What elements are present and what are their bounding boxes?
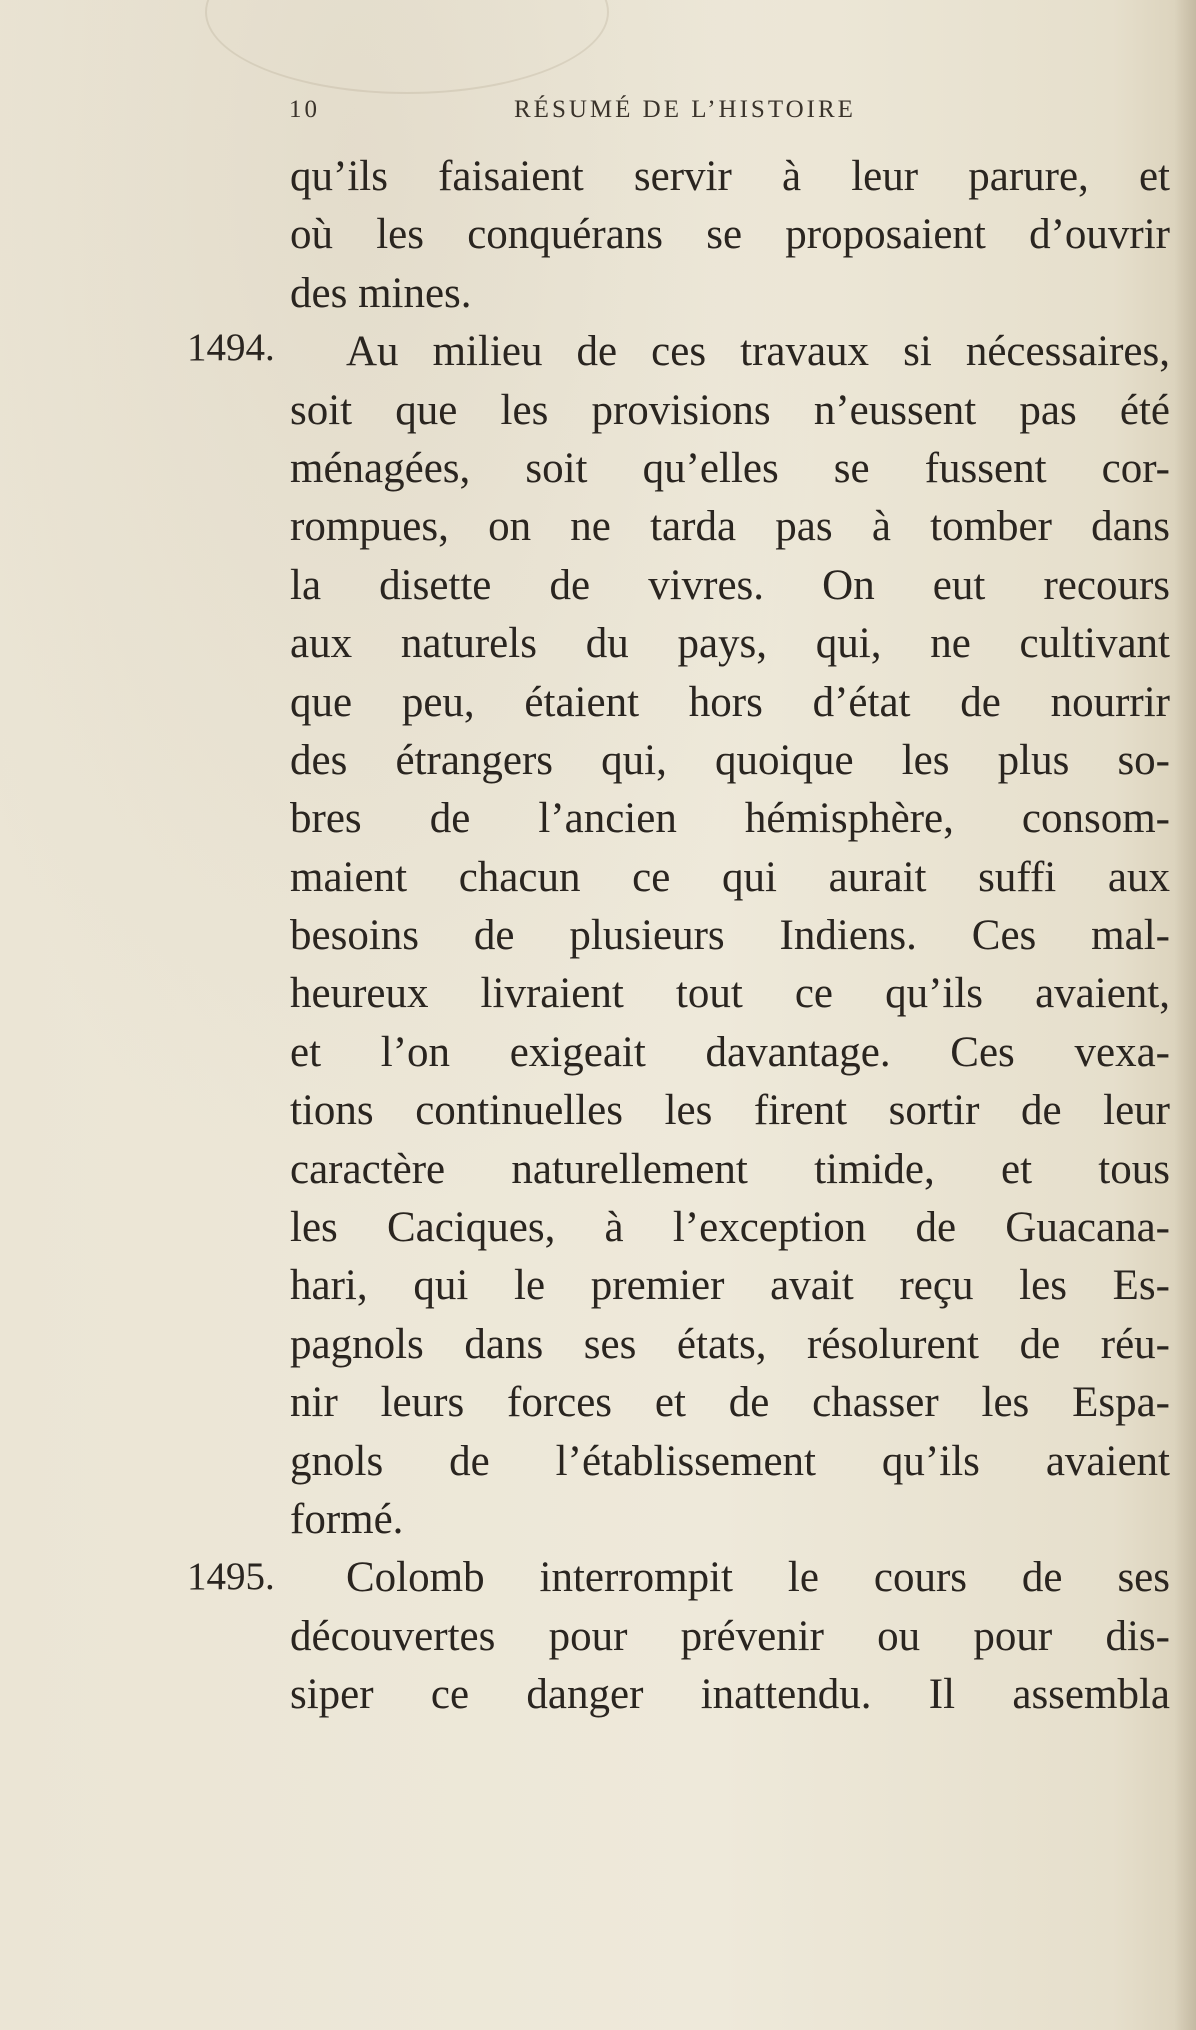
text-line: caractère naturellement timide, et tous xyxy=(290,1145,1170,1193)
text-line: découvertes pour prévenir ou pour dis- xyxy=(290,1612,1170,1660)
text-line: soit que les provisions n’eussent pas été xyxy=(290,386,1170,434)
text-line: tions continuelles les firent sortir de leur xyxy=(290,1087,1170,1135)
text-line: qu’ils faisaient servir à leur parure, et xyxy=(290,153,1170,200)
text-line: bres de l’ancien hémisphère, consom- xyxy=(290,795,1170,843)
text-line: et l’on exigeait davantage. Ces vexa- xyxy=(290,1028,1170,1076)
text-line: où les conquérans se proposaient d’ouvrir xyxy=(290,211,1170,259)
text-line: nir leurs forces et de chasser les Espa- xyxy=(290,1379,1170,1427)
text-line: besoins de plusieurs Indiens. Ces mal- xyxy=(290,912,1170,960)
margin-year-1494: 1494. xyxy=(187,326,275,369)
paper-stain xyxy=(205,0,609,94)
text-line: formé. xyxy=(290,1495,404,1543)
text-line: rompues, on ne tarda pas à tomber dans xyxy=(290,503,1170,551)
text-line: Colomb interrompit le cours de ses xyxy=(346,1554,1170,1602)
body-text xyxy=(290,148,1170,1725)
running-title: RÉSUMÉ DE L’HISTOIRE xyxy=(514,96,856,123)
page-edge-shadow xyxy=(1174,0,1196,2030)
text-line: Au milieu de ces travaux si nécessaires, xyxy=(346,328,1170,376)
text-line: siper ce danger inattendu. Il assembla xyxy=(290,1671,1170,1719)
text-line: des mines. xyxy=(290,269,472,317)
text-line: des étrangers qui, quoique les plus so- xyxy=(290,736,1170,784)
text-line: aux naturels du pays, qui, ne cultivant xyxy=(290,620,1170,668)
text-line: les Caciques, à l’exception de Guacana- xyxy=(290,1204,1170,1252)
text-line: heureux livraient tout ce qu’ils avaient, xyxy=(290,970,1170,1018)
text-line: pagnols dans ses états, résolurent de réu- xyxy=(290,1320,1170,1368)
text-line: gnols de l’établissement qu’ils avaient xyxy=(290,1437,1170,1485)
page-number: 10 xyxy=(289,96,320,123)
margin-year-1495: 1495. xyxy=(187,1555,275,1598)
text-line: ménagées, soit qu’elles se fussent cor- xyxy=(290,444,1170,492)
text-line: que peu, étaient hors d’état de nourrir xyxy=(290,678,1170,726)
text-line: la disette de vivres. On eut recours xyxy=(290,561,1170,609)
text-line: maient chacun ce qui aurait suffi aux xyxy=(290,853,1170,901)
text-line: hari, qui le premier avait reçu les Es- xyxy=(290,1262,1170,1310)
